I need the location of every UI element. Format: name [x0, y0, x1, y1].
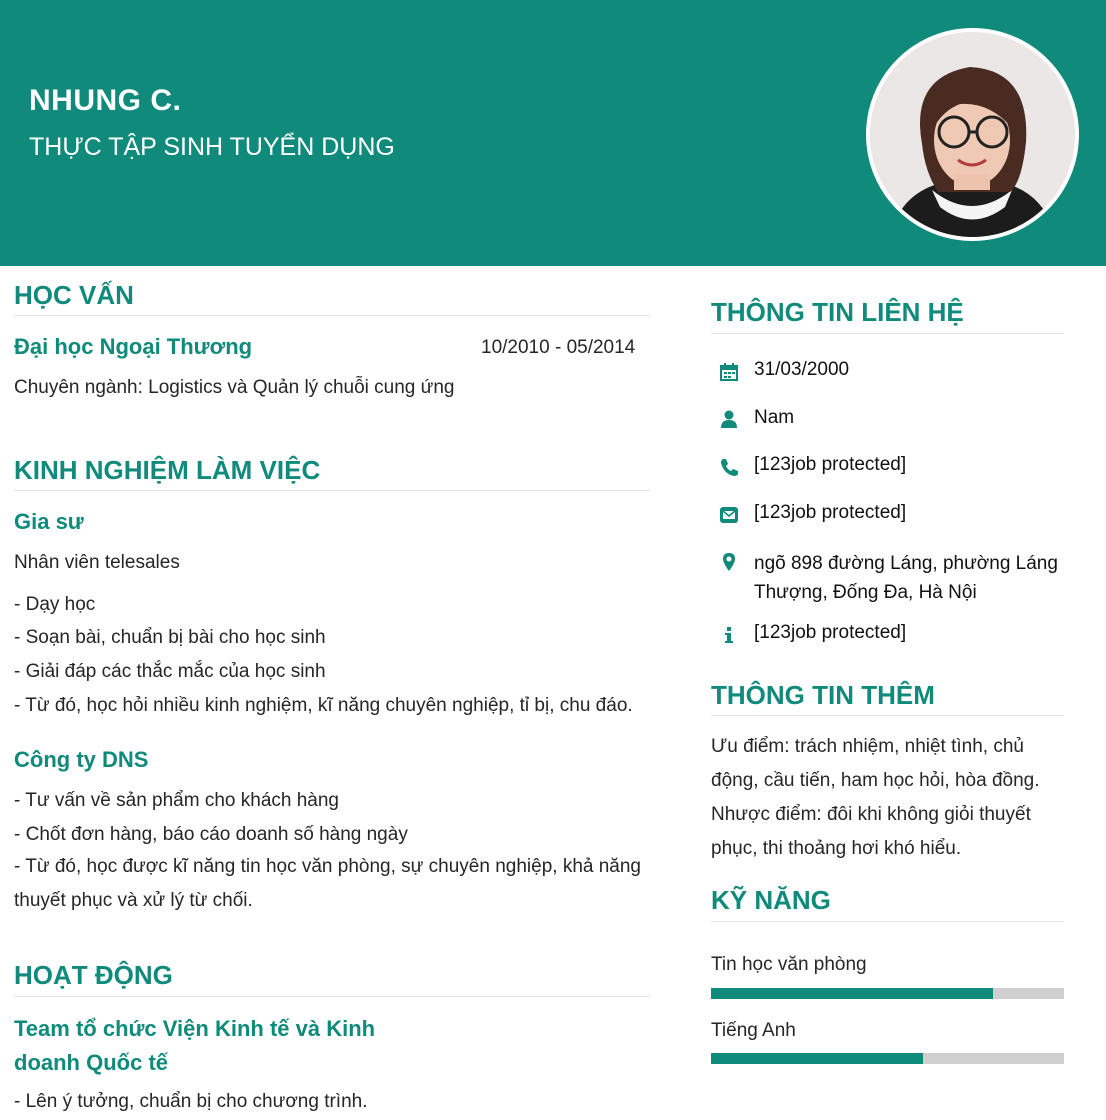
divider — [711, 921, 1064, 922]
contact-birthdate: 31/03/2000 — [754, 359, 850, 380]
divider — [711, 333, 1064, 334]
calendar-icon — [719, 362, 739, 382]
skill-bar — [711, 988, 1064, 999]
phone-icon — [719, 457, 739, 477]
info-icon — [719, 625, 739, 645]
avatar — [866, 28, 1079, 241]
person-icon — [719, 409, 739, 429]
divider — [14, 315, 650, 316]
contact-email: [123job protected] — [754, 502, 907, 523]
section-heading-experience: KINH NGHIỆM LÀM VIỆC — [14, 455, 321, 485]
divider — [14, 490, 650, 491]
job-duty-line: - Tư vấn về sản phẩm cho khách hàng — [14, 790, 340, 811]
education-major: Chuyên ngành: Logistics và Quản lý chuỗi cung ứng — [14, 377, 455, 398]
skill-bar-fill — [711, 1053, 923, 1064]
envelope-icon — [719, 505, 739, 525]
company-name: Gia sư — [14, 509, 84, 534]
section-heading-education: HỌC VẤN — [14, 280, 134, 310]
job-duty-line: - Dạy học — [14, 594, 96, 615]
candidate-name: NHUNG C. — [29, 84, 182, 117]
education-period: 10/2010 - 05/2014 — [481, 337, 636, 358]
contact-gender: Nam — [754, 407, 795, 428]
candidate-title: THỰC TẬP SINH TUYỂN DỤNG — [29, 133, 395, 161]
additional-info-text: Ưu điểm: trách nhiệm, nhiệt tình, chủ động, cầu tiến, ham học hỏi, hòa đồng. Nhược điểm: đôi khi không giỏi thuyết phục, thi thoảng hơi khó hiểu. — [711, 736, 1040, 859]
contact-other: [123job protected] — [754, 622, 907, 643]
section-heading-skills: KỸ NĂNG — [711, 885, 831, 915]
section-heading-additional: THÔNG TIN THÊM — [711, 680, 935, 710]
activity-line: - Lên ý tưởng, chuẩn bị cho chương trình. — [14, 1091, 368, 1112]
school-name: Đại học Ngoại Thương — [14, 334, 253, 359]
divider — [711, 715, 1064, 716]
contact-address: ngõ 898 đường Láng, phường Láng Thượng, Đống Đa, Hà Nội — [754, 553, 1058, 603]
avatar-portrait — [870, 32, 1075, 237]
activity-title: Team tổ chức Viện Kinh tế và Kinh doanh Quốc tế — [14, 1016, 376, 1075]
job-duty-line: - Từ đó, học hỏi nhiều kinh nghiệm, kĩ năng chuyên nghiệp, tỉ bị, chu đáo. — [14, 695, 633, 716]
job-duty-line: - Chốt đơn hàng, báo cáo doanh số hàng ngày — [14, 824, 408, 845]
section-heading-contact: THÔNG TIN LIÊN HỆ — [711, 297, 964, 327]
skill-name: Tiếng Anh — [711, 1020, 796, 1041]
job-duty-line: - Soạn bài, chuẩn bị bài cho học sinh — [14, 627, 326, 648]
map-pin-icon — [719, 552, 739, 572]
skill-bar-fill — [711, 988, 993, 999]
skill-name: Tin học văn phòng — [711, 954, 867, 975]
job-role: Nhân viên telesales — [14, 552, 180, 573]
divider — [14, 996, 650, 997]
contact-phone: [123job protected] — [754, 454, 907, 475]
skill-bar — [711, 1053, 1064, 1064]
company-name: Công ty DNS — [14, 747, 149, 772]
job-duty-line: - Từ đó, học được kĩ năng tin học văn phòng, sự chuyên nghiệp, khả năng thuyết phục và xử lý từ chối. — [14, 856, 641, 911]
section-heading-activities: HOẠT ĐỘNG — [14, 960, 173, 990]
header-banner — [0, 0, 1106, 266]
job-duty-line: - Giải đáp các thắc mắc của học sinh — [14, 661, 326, 682]
